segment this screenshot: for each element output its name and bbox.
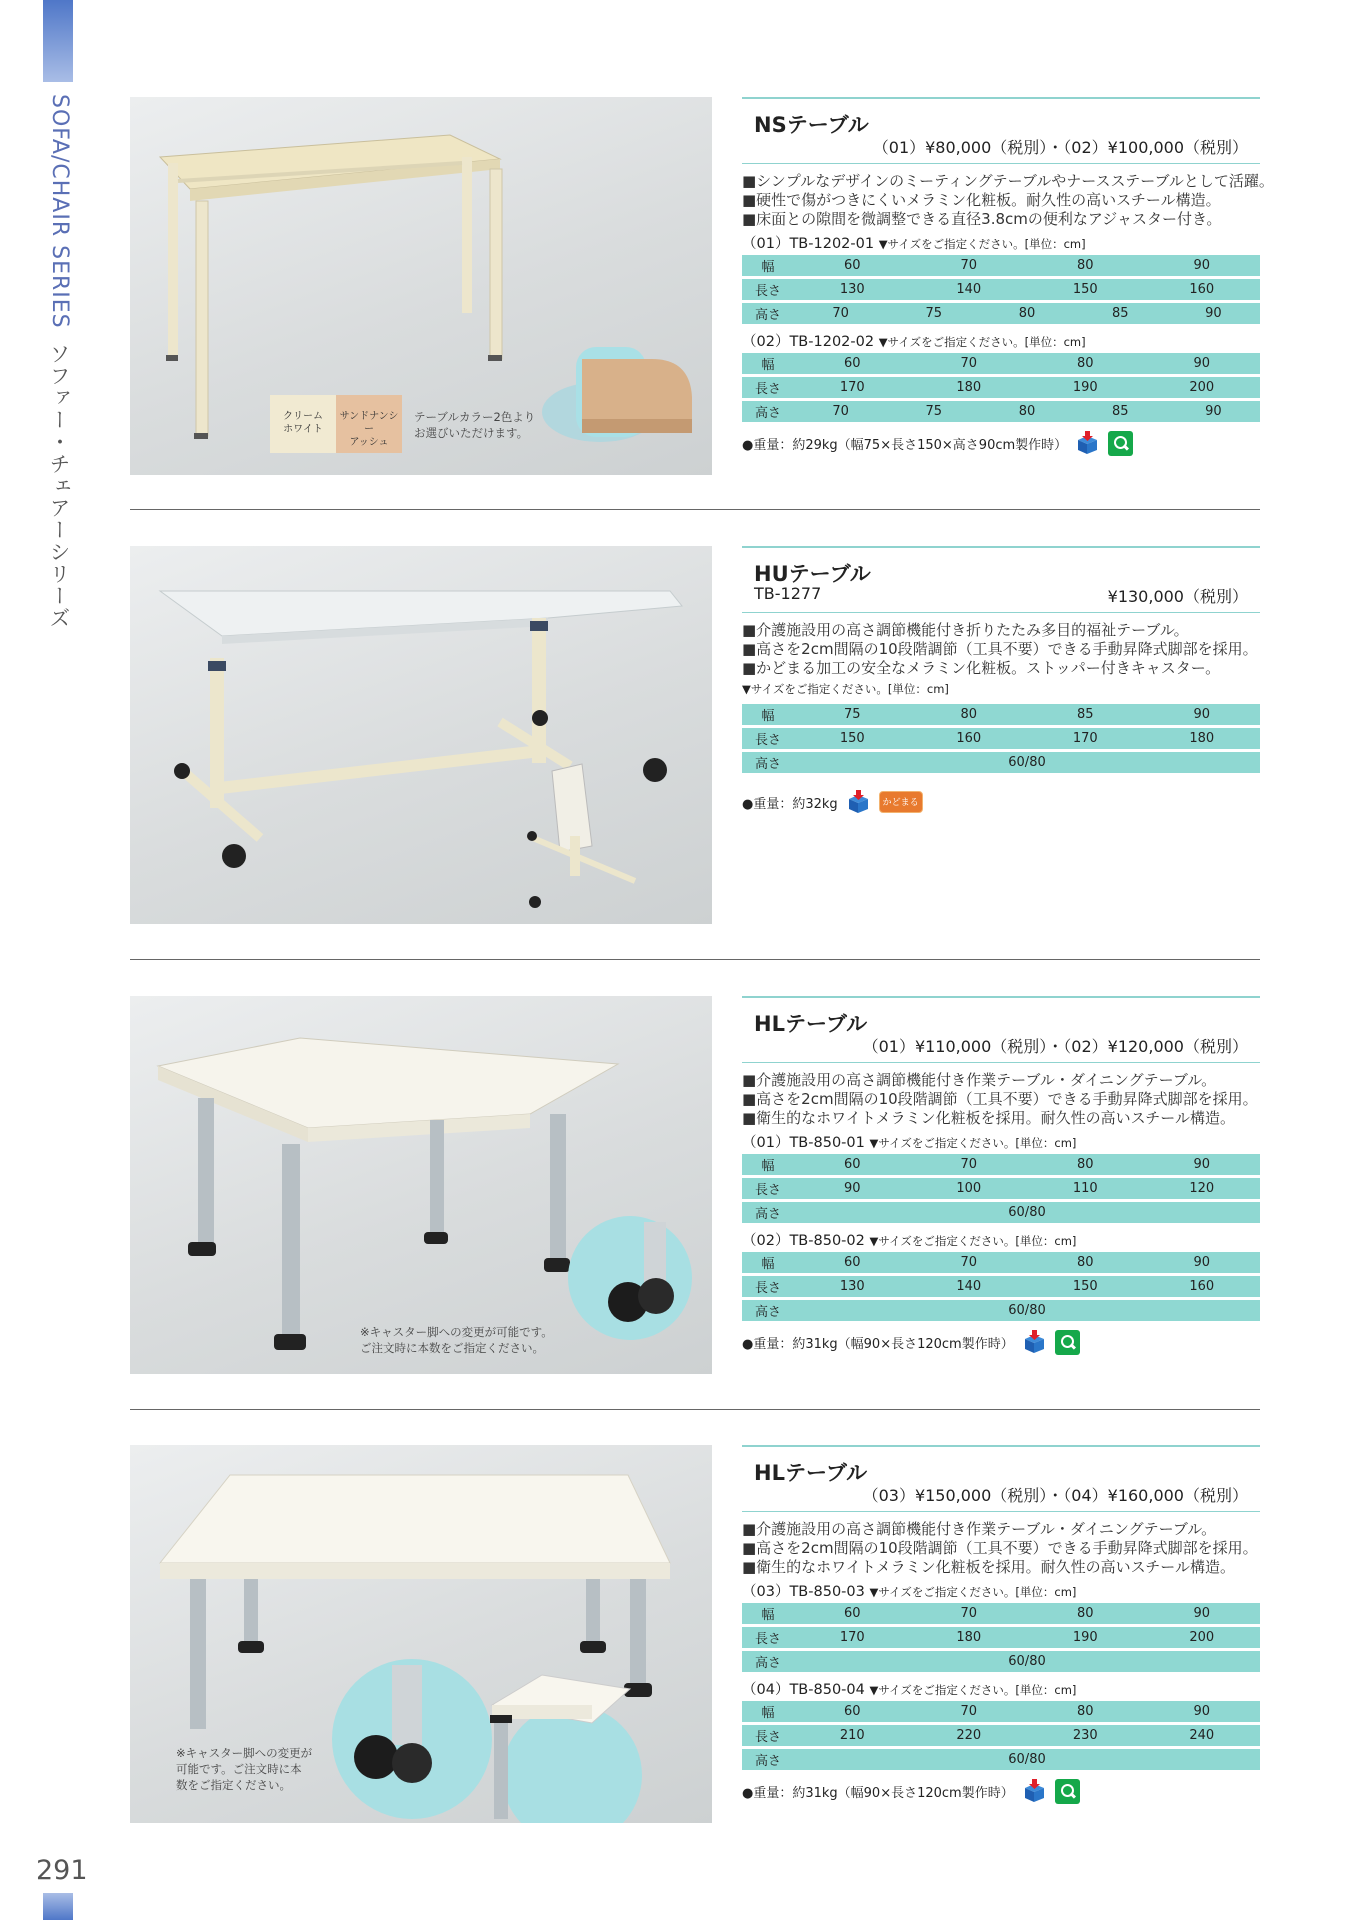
- product-price: （01）¥80,000（税別）・（02）¥100,000（税別）: [872, 138, 1248, 157]
- feature-item: ■衛生的なホワイトメラミン化粧板を採用。耐久性の高いスチール構造。: [742, 1558, 1235, 1576]
- spec-value: 60/80: [1008, 1205, 1046, 1220]
- spec-row: [742, 1701, 1260, 1722]
- product-info-hu: [742, 546, 1260, 816]
- spec-values: [794, 1154, 1260, 1175]
- swatch-note: テーブルカラー2色より お選びいただけます。: [414, 410, 536, 440]
- spec-value: 230: [1072, 1728, 1098, 1743]
- feature-item: ■介護施設用の高さ調節機能付き作業テーブル・ダイニングテーブル。: [742, 1520, 1217, 1538]
- size-note: ▼サイズをご指定ください。[単位：cm]: [869, 1585, 1077, 1599]
- spec-value: 60: [843, 1704, 861, 1719]
- spec-label: 幅: [742, 353, 794, 374]
- product-info-hl-2: [742, 1445, 1260, 1805]
- spec-value: 80: [1018, 306, 1036, 321]
- side-accent-bar-bottom: [43, 1893, 73, 1920]
- spec-value: 110: [1072, 1181, 1098, 1196]
- product-price: （03）¥150,000（税別）・（04）¥160,000（税別）: [862, 1486, 1248, 1505]
- spec-value: 90: [1205, 404, 1222, 419]
- spec-label: 長さ: [742, 279, 794, 300]
- spec-header: [742, 232, 1260, 252]
- weight-line: [742, 1777, 1260, 1805]
- model-code: （01）TB-850-01: [742, 1135, 865, 1151]
- spec-row: [742, 377, 1260, 398]
- feature-item: ■シンプルなデザインのミーティングテーブルやナースステーブルとして活躍。: [742, 172, 1274, 190]
- spec-value: 70: [960, 1606, 978, 1621]
- product-info-ns: [742, 97, 1274, 457]
- spec-values: [794, 752, 1260, 773]
- product-photo-ns: [130, 97, 712, 475]
- spec-table: [742, 350, 1260, 425]
- feature-list: [742, 621, 1260, 678]
- spec-value: 60: [843, 1157, 861, 1172]
- spec-values: [794, 1627, 1260, 1648]
- delivery-box-icon: [1022, 1779, 1047, 1804]
- spec-value: 80: [1018, 404, 1036, 419]
- spec-values: [794, 1725, 1260, 1746]
- spec-value: 200: [1189, 1630, 1215, 1645]
- spec-row: [742, 1202, 1260, 1223]
- delivery-box-icon: [846, 790, 871, 815]
- spec-value: 180: [1189, 731, 1215, 746]
- spec-header: [742, 1229, 1260, 1249]
- feature-list: [742, 1520, 1260, 1577]
- swatch-label: サンドナンシー アッシュ: [339, 411, 399, 448]
- swatch-label: クリーム ホワイト: [283, 411, 323, 435]
- spec-value: 80: [1076, 356, 1094, 371]
- spec-row: [742, 1651, 1260, 1672]
- spec-value: 90: [1193, 707, 1211, 722]
- spec-header: [742, 1580, 1260, 1600]
- spec-value: 70: [832, 306, 849, 321]
- spec-row: [742, 752, 1260, 773]
- spec-values: [794, 1701, 1260, 1722]
- spec-header: [742, 681, 1260, 701]
- section-divider: [130, 1409, 1260, 1410]
- spec-row: [742, 279, 1260, 300]
- spec-label: 長さ: [742, 728, 794, 749]
- spec-values: [794, 279, 1260, 300]
- feature-item: ■衛生的なホワイトメラミン化粧板を採用。耐久性の高いスチール構造。: [742, 1109, 1235, 1127]
- spec-row: [742, 1749, 1260, 1770]
- series-title-en: SOFA/CHAIR SERIES: [47, 94, 72, 329]
- spec-value: 170: [839, 380, 865, 395]
- size-note: ▼サイズをご指定ください。[単位：cm]: [878, 335, 1086, 349]
- spec-value: 70: [960, 1255, 978, 1270]
- spec-label: 長さ: [742, 1627, 794, 1648]
- spec-value: 80: [1076, 1157, 1094, 1172]
- spec-header: [742, 330, 1260, 350]
- spec-label: 高さ: [742, 401, 794, 422]
- spec-label: 高さ: [742, 1651, 794, 1672]
- section-divider: [130, 959, 1260, 960]
- delivery-box-icon: [1075, 431, 1100, 456]
- spec-value: 80: [1076, 1606, 1094, 1621]
- spec-value: 70: [960, 1704, 978, 1719]
- spec-label: 長さ: [742, 1725, 794, 1746]
- spec-values: [794, 1276, 1260, 1297]
- spec-table: [742, 701, 1260, 776]
- spec-row: [742, 1154, 1260, 1175]
- spec-values: [794, 255, 1260, 276]
- product-name: HLテーブル: [754, 1461, 868, 1485]
- series-title: [44, 94, 74, 629]
- weight-text: ●重量：約31kg（幅90×長さ120cm製作時）: [742, 1785, 1014, 1801]
- spec-values: [794, 377, 1260, 398]
- spec-label: 長さ: [742, 1276, 794, 1297]
- spec-value: 90: [843, 1181, 861, 1196]
- product-section-hl-1: [130, 996, 1260, 1376]
- caster-note: [176, 1745, 312, 1793]
- product-info-hl-1: [742, 996, 1260, 1356]
- spec-value: 240: [1189, 1728, 1215, 1743]
- spec-table: [742, 1151, 1260, 1226]
- weight-line: [742, 1328, 1260, 1356]
- spec-value: 130: [839, 282, 865, 297]
- spec-value: 60/80: [1008, 1303, 1046, 1318]
- spec-value: 70: [960, 1157, 978, 1172]
- spec-row: [742, 1627, 1260, 1648]
- feature-item: ■高さを2cm間隔の10段階調節（工具不要）できる手動昇降式脚部を採用。: [742, 640, 1258, 658]
- series-title-jp: ソファー・チェアーシリーズ: [47, 342, 71, 629]
- size-note: ▼サイズをご指定ください。[単位：cm]: [869, 1136, 1077, 1150]
- spec-value: 220: [956, 1728, 982, 1743]
- spec-header: [742, 1678, 1260, 1698]
- delivery-box-icon: [1022, 1330, 1047, 1355]
- spec-values: [794, 353, 1260, 374]
- spec-values: [794, 1603, 1260, 1624]
- model-code: TB-1277: [754, 584, 822, 603]
- product-section-ns: [130, 97, 1274, 477]
- spec-label: 高さ: [742, 1202, 794, 1223]
- spec-row: [742, 1178, 1260, 1199]
- caster-note-line: ※キャスター脚への変更が可能です。: [360, 1325, 553, 1339]
- spec-value: 170: [1072, 731, 1098, 746]
- spec-value: 90: [1193, 1157, 1211, 1172]
- product-photo-hl-1: [130, 996, 712, 1374]
- product-price: ¥130,000（税別）: [1107, 587, 1248, 606]
- spec-label: 幅: [742, 704, 794, 725]
- product-name: NSテーブル: [754, 113, 869, 137]
- spec-row: [742, 1300, 1260, 1321]
- spec-header: [742, 1131, 1260, 1151]
- caster-note-line: 可能です。ご注文時に本: [176, 1762, 302, 1776]
- spec-value: 60/80: [1008, 1752, 1046, 1767]
- spec-label: 幅: [742, 1154, 794, 1175]
- code-price-line: [742, 584, 1260, 606]
- spec-value: 90: [1205, 306, 1222, 321]
- spec-values: [794, 704, 1260, 725]
- side-accent-bar-top: [43, 0, 73, 82]
- spec-value: 90: [1193, 1704, 1211, 1719]
- spec-value: 140: [956, 1279, 982, 1294]
- spec-value: 80: [1076, 258, 1094, 273]
- spec-value: 210: [839, 1728, 865, 1743]
- spec-value: 75: [925, 404, 943, 419]
- model-code: （02）TB-1202-02: [742, 334, 875, 350]
- model-code: （01）TB-1202-01: [742, 236, 875, 252]
- weight-text: ●重量：約31kg（幅90×長さ120cm製作時）: [742, 1336, 1014, 1352]
- spec-value: 85: [1076, 707, 1094, 722]
- feature-item: ■介護施設用の高さ調節機能付き折りたたみ多目的福祉テーブル。: [742, 621, 1189, 639]
- caster-note: [360, 1324, 553, 1356]
- caster-note-line: ※キャスター脚への変更が: [176, 1746, 313, 1760]
- page-number: 291: [36, 1855, 88, 1886]
- spec-row: [742, 303, 1260, 324]
- spec-table: [742, 252, 1260, 327]
- spec-row: [742, 1603, 1260, 1624]
- spec-value: 190: [1072, 1630, 1098, 1645]
- rounded-corner-badge: かどまる: [879, 791, 923, 813]
- model-code: （03）TB-850-03: [742, 1584, 865, 1600]
- product-section-hu: [130, 546, 1260, 926]
- product-name: HUテーブル: [754, 562, 871, 586]
- spec-value: 120: [1189, 1181, 1215, 1196]
- spec-value: 150: [1072, 1279, 1098, 1294]
- weight-line: [742, 788, 1260, 816]
- product-section-hl-2: [130, 1445, 1260, 1825]
- product-price: （01）¥110,000（税別）・（02）¥120,000（税別）: [862, 1037, 1248, 1056]
- spec-value: 150: [839, 731, 865, 746]
- feature-item: ■床面との隙間を微調整できる直径3.8cmの便利なアジャスター付き。: [742, 210, 1222, 228]
- spec-value: 170: [839, 1630, 865, 1645]
- spec-values: [794, 303, 1260, 324]
- product-photo-hl-2: [130, 1445, 712, 1823]
- spec-value: 90: [1193, 356, 1211, 371]
- spec-label: 幅: [742, 1603, 794, 1624]
- spec-label: 長さ: [742, 1178, 794, 1199]
- spec-value: 85: [1111, 404, 1129, 419]
- spec-value: 100: [956, 1181, 982, 1196]
- spec-value: 80: [1076, 1255, 1094, 1270]
- spec-value: 60: [843, 356, 861, 371]
- spec-values: [794, 1300, 1260, 1321]
- spec-label: 幅: [742, 1252, 794, 1273]
- spec-value: 90: [1193, 1606, 1211, 1621]
- spec-value: 80: [1076, 1704, 1094, 1719]
- spec-value: 180: [956, 380, 982, 395]
- magnifier-icon: [1055, 1330, 1080, 1355]
- product-name: HLテーブル: [754, 1012, 868, 1036]
- spec-label: 高さ: [742, 1749, 794, 1770]
- spec-values: [794, 1252, 1260, 1273]
- caster-note-line: ご注文時に本数をご指定ください。: [360, 1341, 544, 1355]
- model-code: （02）TB-850-02: [742, 1233, 865, 1249]
- spec-value: 90: [1193, 1255, 1211, 1270]
- color-swatch-cream-white: [270, 395, 336, 453]
- feature-item: ■かどまる加工の安全なメラミン化粧板。ストッパー付きキャスター。: [742, 659, 1221, 677]
- spec-row: [742, 704, 1260, 725]
- spec-value: 70: [832, 404, 849, 419]
- weight-text: ●重量：約32kg: [742, 796, 838, 812]
- spec-value: 200: [1189, 380, 1215, 395]
- spec-table: [742, 1600, 1260, 1675]
- spec-value: 160: [1189, 1279, 1215, 1294]
- feature-item: ■硬性で傷がつきにくいメラミン化粧板。耐久性の高いスチール構造。: [742, 191, 1221, 209]
- spec-values: [794, 1651, 1260, 1672]
- weight-line: [742, 429, 1260, 457]
- spec-value: 60/80: [1008, 1654, 1046, 1669]
- spec-values: [794, 1749, 1260, 1770]
- spec-table: [742, 1698, 1260, 1773]
- caster-note-line: 数をご指定ください。: [176, 1778, 291, 1792]
- size-note: ▼サイズをご指定ください。[単位：cm]: [878, 237, 1086, 251]
- spec-row: [742, 401, 1260, 422]
- size-note: ▼サイズをご指定ください。[単位：cm]: [742, 682, 949, 696]
- spec-table: [742, 1249, 1260, 1324]
- spec-row: [742, 1252, 1260, 1273]
- spec-row: [742, 1276, 1260, 1297]
- spec-value: 85: [1111, 306, 1129, 321]
- spec-value: 180: [956, 1630, 982, 1645]
- spec-values: [794, 1202, 1260, 1223]
- spec-value: 60/80: [1008, 755, 1046, 770]
- spec-row: [742, 728, 1260, 749]
- spec-value: 80: [960, 707, 978, 722]
- size-note: ▼サイズをご指定ください。[単位：cm]: [869, 1683, 1077, 1697]
- feature-item: ■介護施設用の高さ調節機能付き作業テーブル・ダイニングテーブル。: [742, 1071, 1217, 1089]
- spec-value: 140: [956, 282, 982, 297]
- spec-values: [794, 1178, 1260, 1199]
- feature-item: ■高さを2cm間隔の10段階調節（工具不要）できる手動昇降式脚部を採用。: [742, 1539, 1258, 1557]
- spec-label: 幅: [742, 255, 794, 276]
- spec-label: 高さ: [742, 1300, 794, 1321]
- feature-item: ■高さを2cm間隔の10段階調節（工具不要）できる手動昇降式脚部を採用。: [742, 1090, 1258, 1108]
- spec-label: 幅: [742, 1701, 794, 1722]
- magnifier-icon: [1108, 431, 1133, 456]
- spec-value: 60: [843, 1255, 861, 1270]
- spec-value: 160: [956, 731, 982, 746]
- spec-label: 長さ: [742, 377, 794, 398]
- feature-list: [742, 1071, 1260, 1128]
- product-photo-hu: [130, 546, 712, 924]
- size-note: ▼サイズをご指定ください。[単位：cm]: [869, 1234, 1077, 1248]
- spec-value: 60: [843, 258, 861, 273]
- spec-values: [794, 728, 1260, 749]
- spec-value: 75: [925, 306, 943, 321]
- feature-list: [742, 172, 1274, 229]
- spec-values: [794, 401, 1260, 422]
- magnifier-icon: [1055, 1779, 1080, 1804]
- spec-label: 高さ: [742, 303, 794, 324]
- spec-value: 160: [1189, 282, 1215, 297]
- spec-label: 高さ: [742, 752, 794, 773]
- spec-value: 70: [960, 258, 978, 273]
- spec-value: 90: [1193, 258, 1211, 273]
- weight-text: ●重量：約29kg（幅75×長さ150×高さ90cm製作時）: [742, 437, 1068, 453]
- spec-value: 70: [960, 356, 978, 371]
- spec-value: 60: [843, 1606, 861, 1621]
- section-divider: [130, 509, 1260, 510]
- model-code: （04）TB-850-04: [742, 1682, 865, 1698]
- spec-value: 130: [839, 1279, 865, 1294]
- spec-value: 150: [1072, 282, 1098, 297]
- spec-value: 75: [843, 707, 861, 722]
- spec-value: 190: [1072, 380, 1098, 395]
- spec-row: [742, 255, 1260, 276]
- spec-row: [742, 353, 1260, 374]
- spec-row: [742, 1725, 1260, 1746]
- color-swatch-sand-ash: [336, 395, 402, 453]
